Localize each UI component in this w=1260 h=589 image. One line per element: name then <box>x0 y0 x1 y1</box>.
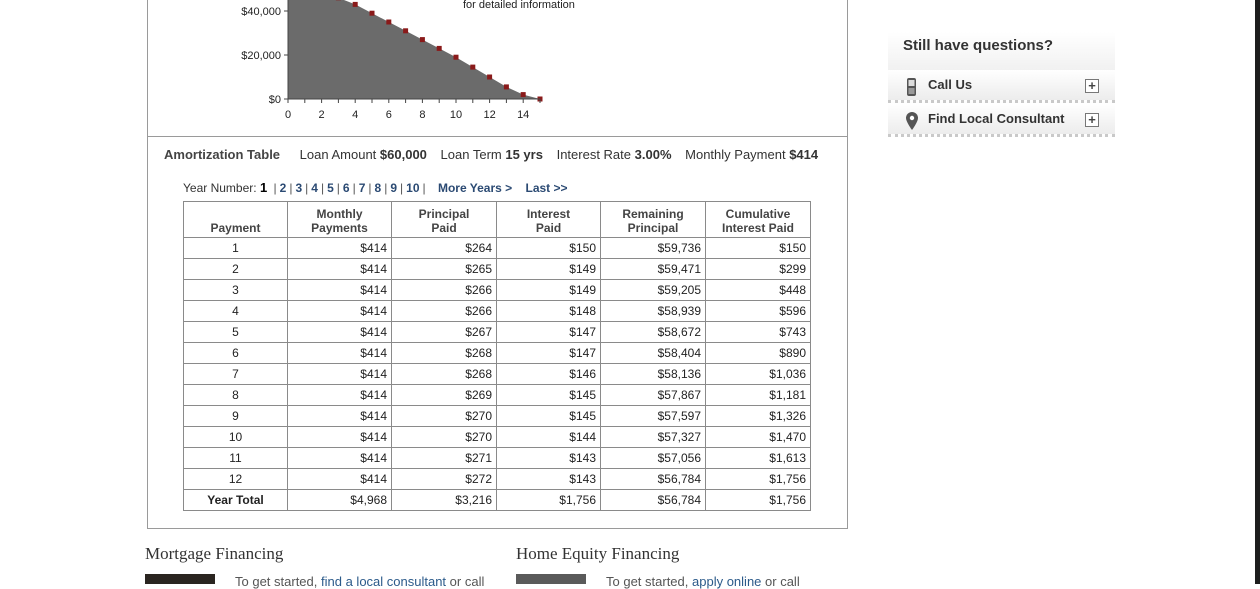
year-link-4[interactable]: 4 <box>311 181 318 195</box>
table-cell: $414 <box>288 469 392 490</box>
table-cell: $1,036 <box>706 364 811 385</box>
table-cell: $414 <box>288 427 392 448</box>
table-cell: 12 <box>184 469 288 490</box>
table-cell: 10 <box>184 427 288 448</box>
x-tick-label: 0 <box>285 109 291 121</box>
year-separator: | <box>353 181 356 195</box>
monthly-payment: Monthly Payment $414 <box>685 147 818 162</box>
year-separator: | <box>423 181 426 195</box>
x-tick-label: 6 <box>386 109 392 121</box>
x-tick-label: 2 <box>319 109 325 121</box>
column-header: Remaining Principal <box>601 202 706 238</box>
year-link-2[interactable]: 2 <box>280 181 287 195</box>
total-cell: $4,968 <box>288 490 392 511</box>
panel-divider <box>147 136 848 137</box>
table-cell: 6 <box>184 343 288 364</box>
map-pin-icon <box>906 111 918 141</box>
year-link-10[interactable]: 10 <box>406 181 419 195</box>
column-header: Monthly Payments <box>288 202 392 238</box>
table-row <box>184 448 811 469</box>
table-cell: 2 <box>184 259 288 280</box>
chart-annotation: for detailed information <box>463 0 575 11</box>
total-cell: $1,756 <box>497 490 601 511</box>
table-cell: $143 <box>497 448 601 469</box>
table-row <box>184 469 811 490</box>
year-number-label: Year Number: <box>183 181 257 195</box>
call-us-item[interactable] <box>888 70 1115 103</box>
table-cell: $414 <box>288 385 392 406</box>
table-cell: $148 <box>497 301 601 322</box>
table-header-row <box>184 202 811 238</box>
table-cell: $266 <box>392 301 497 322</box>
mortgage-snippet: To get started, find a local consultant or call <box>235 574 484 589</box>
table-cell: $59,736 <box>601 238 706 259</box>
sidebar-title: Still have questions? <box>888 32 1115 70</box>
table-cell: 4 <box>184 301 288 322</box>
balance-marker <box>420 37 425 42</box>
table-cell: $58,939 <box>601 301 706 322</box>
year-separator: | <box>400 181 403 195</box>
table-cell: $270 <box>392 427 497 448</box>
home-equity-thumbnail <box>516 574 586 584</box>
year-link-9[interactable]: 9 <box>390 181 397 195</box>
balance-marker <box>370 11 375 16</box>
mortgage-thumbnail <box>145 574 215 584</box>
table-cell: $57,867 <box>601 385 706 406</box>
amortization-summary <box>164 147 828 162</box>
table-cell: $145 <box>497 385 601 406</box>
year-separator: | <box>384 181 387 195</box>
balance-marker <box>504 84 509 89</box>
table-cell: $149 <box>497 259 601 280</box>
balance-marker <box>403 28 408 33</box>
phone-icon <box>906 77 917 107</box>
table-cell: $414 <box>288 259 392 280</box>
table-cell: $414 <box>288 301 392 322</box>
table-cell: $414 <box>288 343 392 364</box>
find-consultant-label: Find Local Consultant <box>928 111 1065 126</box>
balance-marker <box>470 65 475 70</box>
column-header: Payment <box>184 202 288 238</box>
year-pagination <box>183 180 568 195</box>
year-total-row <box>184 490 811 511</box>
table-cell: $1,326 <box>706 406 811 427</box>
home-equity-snippet: To get started, apply online or call <box>606 574 800 589</box>
table-cell: 8 <box>184 385 288 406</box>
column-header: Principal Paid <box>392 202 497 238</box>
year-link-8[interactable]: 8 <box>375 181 382 195</box>
table-cell: $145 <box>497 406 601 427</box>
table-cell: $57,597 <box>601 406 706 427</box>
table-cell: $57,056 <box>601 448 706 469</box>
table-cell: 9 <box>184 406 288 427</box>
total-cell: $56,784 <box>601 490 706 511</box>
table-cell: $448 <box>706 280 811 301</box>
table-cell: $58,404 <box>601 343 706 364</box>
table-cell: $58,136 <box>601 364 706 385</box>
table-cell: $270 <box>392 406 497 427</box>
table-cell: 11 <box>184 448 288 469</box>
column-header: Interest Paid <box>497 202 601 238</box>
find-consultant-item[interactable] <box>888 104 1115 137</box>
table-cell: $59,205 <box>601 280 706 301</box>
table-cell: $268 <box>392 364 497 385</box>
table-cell: $147 <box>497 322 601 343</box>
table-row <box>184 427 811 448</box>
x-tick-label: 8 <box>419 109 425 121</box>
loan-amount: Loan Amount $60,000 <box>300 147 427 162</box>
expand-icon[interactable]: + <box>1085 113 1099 127</box>
table-cell: $144 <box>497 427 601 448</box>
table-row <box>184 280 811 301</box>
x-tick-label: 4 <box>352 109 358 121</box>
table-cell: $146 <box>497 364 601 385</box>
balance-marker <box>386 20 391 25</box>
table-cell: $268 <box>392 343 497 364</box>
year-separator: | <box>337 181 340 195</box>
column-header: Cumulative Interest Paid <box>706 202 811 238</box>
table-row <box>184 385 811 406</box>
year-link-7[interactable]: 7 <box>359 181 366 195</box>
table-cell: $58,672 <box>601 322 706 343</box>
table-cell: $56,784 <box>601 469 706 490</box>
table-cell: $150 <box>706 238 811 259</box>
table-cell: $143 <box>497 469 601 490</box>
total-cell: Year Total <box>184 490 288 511</box>
table-cell: $414 <box>288 364 392 385</box>
table-cell: $596 <box>706 301 811 322</box>
x-tick-label: 10 <box>450 109 462 121</box>
total-cell: $3,216 <box>392 490 497 511</box>
table-cell: $1,756 <box>706 469 811 490</box>
table-cell: $265 <box>392 259 497 280</box>
y-tick-label: $20,000 <box>241 50 281 62</box>
table-cell: $59,471 <box>601 259 706 280</box>
table-cell: $1,613 <box>706 448 811 469</box>
find-consultant-link[interactable]: find a local consultant <box>321 574 446 589</box>
mortgage-financing-title: Mortgage Financing <box>145 544 283 564</box>
last-year-link[interactable]: Last >> <box>525 181 567 195</box>
table-cell: 3 <box>184 280 288 301</box>
y-tick-label: $40,000 <box>241 6 281 18</box>
window-edge <box>1255 0 1260 584</box>
year-separator: | <box>305 181 308 195</box>
table-row <box>184 343 811 364</box>
table-row <box>184 322 811 343</box>
table-cell: $414 <box>288 448 392 469</box>
table-cell: $414 <box>288 280 392 301</box>
interest-rate: Interest Rate 3.00% <box>557 147 672 162</box>
help-sidebar <box>888 32 1115 138</box>
table-cell: $414 <box>288 238 392 259</box>
table-cell: $414 <box>288 322 392 343</box>
year-link-3[interactable]: 3 <box>295 181 302 195</box>
table-cell: 7 <box>184 364 288 385</box>
year-separator: | <box>321 181 324 195</box>
loan-term: Loan Term 15 yrs <box>441 147 543 162</box>
expand-icon[interactable]: + <box>1085 79 1099 93</box>
table-cell: $149 <box>497 280 601 301</box>
year-link-5[interactable]: 5 <box>327 181 334 195</box>
table-cell: $150 <box>497 238 601 259</box>
amortization-table <box>183 201 811 511</box>
table-cell: $414 <box>288 406 392 427</box>
year-separator: | <box>289 181 292 195</box>
balance-marker <box>437 46 442 51</box>
x-tick-label: 14 <box>517 109 529 121</box>
table-cell: $272 <box>392 469 497 490</box>
total-cell: $1,756 <box>706 490 811 511</box>
x-tick-label: 12 <box>483 109 495 121</box>
table-cell: $264 <box>392 238 497 259</box>
table-cell: $271 <box>392 448 497 469</box>
balance-marker <box>521 92 526 97</box>
table-row <box>184 406 811 427</box>
year-link-current[interactable]: 1 <box>260 180 267 195</box>
home-equity-title: Home Equity Financing <box>516 544 679 564</box>
table-row <box>184 364 811 385</box>
balance-chart <box>147 0 848 136</box>
table-cell: 5 <box>184 322 288 343</box>
table-cell: $890 <box>706 343 811 364</box>
year-separator: | <box>274 181 277 195</box>
apply-online-link[interactable]: apply online <box>692 574 761 589</box>
table-cell: $1,470 <box>706 427 811 448</box>
table-cell: $57,327 <box>601 427 706 448</box>
amortization-title: Amortization Table <box>164 147 280 162</box>
table-cell: $267 <box>392 322 497 343</box>
balance-marker <box>487 75 492 80</box>
y-tick-label: $0 <box>269 94 281 106</box>
year-link-6[interactable]: 6 <box>343 181 350 195</box>
balance-area <box>288 0 540 99</box>
table-cell: $147 <box>497 343 601 364</box>
year-separator: | <box>368 181 371 195</box>
table-cell: $299 <box>706 259 811 280</box>
table-row <box>184 259 811 280</box>
table-cell: $269 <box>392 385 497 406</box>
table-cell: $1,181 <box>706 385 811 406</box>
balance-marker <box>454 55 459 60</box>
call-us-label: Call Us <box>928 77 972 92</box>
more-years-link[interactable]: More Years > <box>438 181 512 195</box>
balance-marker <box>353 2 358 7</box>
table-row <box>184 238 811 259</box>
table-cell: $266 <box>392 280 497 301</box>
table-cell: 1 <box>184 238 288 259</box>
table-row <box>184 301 811 322</box>
table-cell: $743 <box>706 322 811 343</box>
